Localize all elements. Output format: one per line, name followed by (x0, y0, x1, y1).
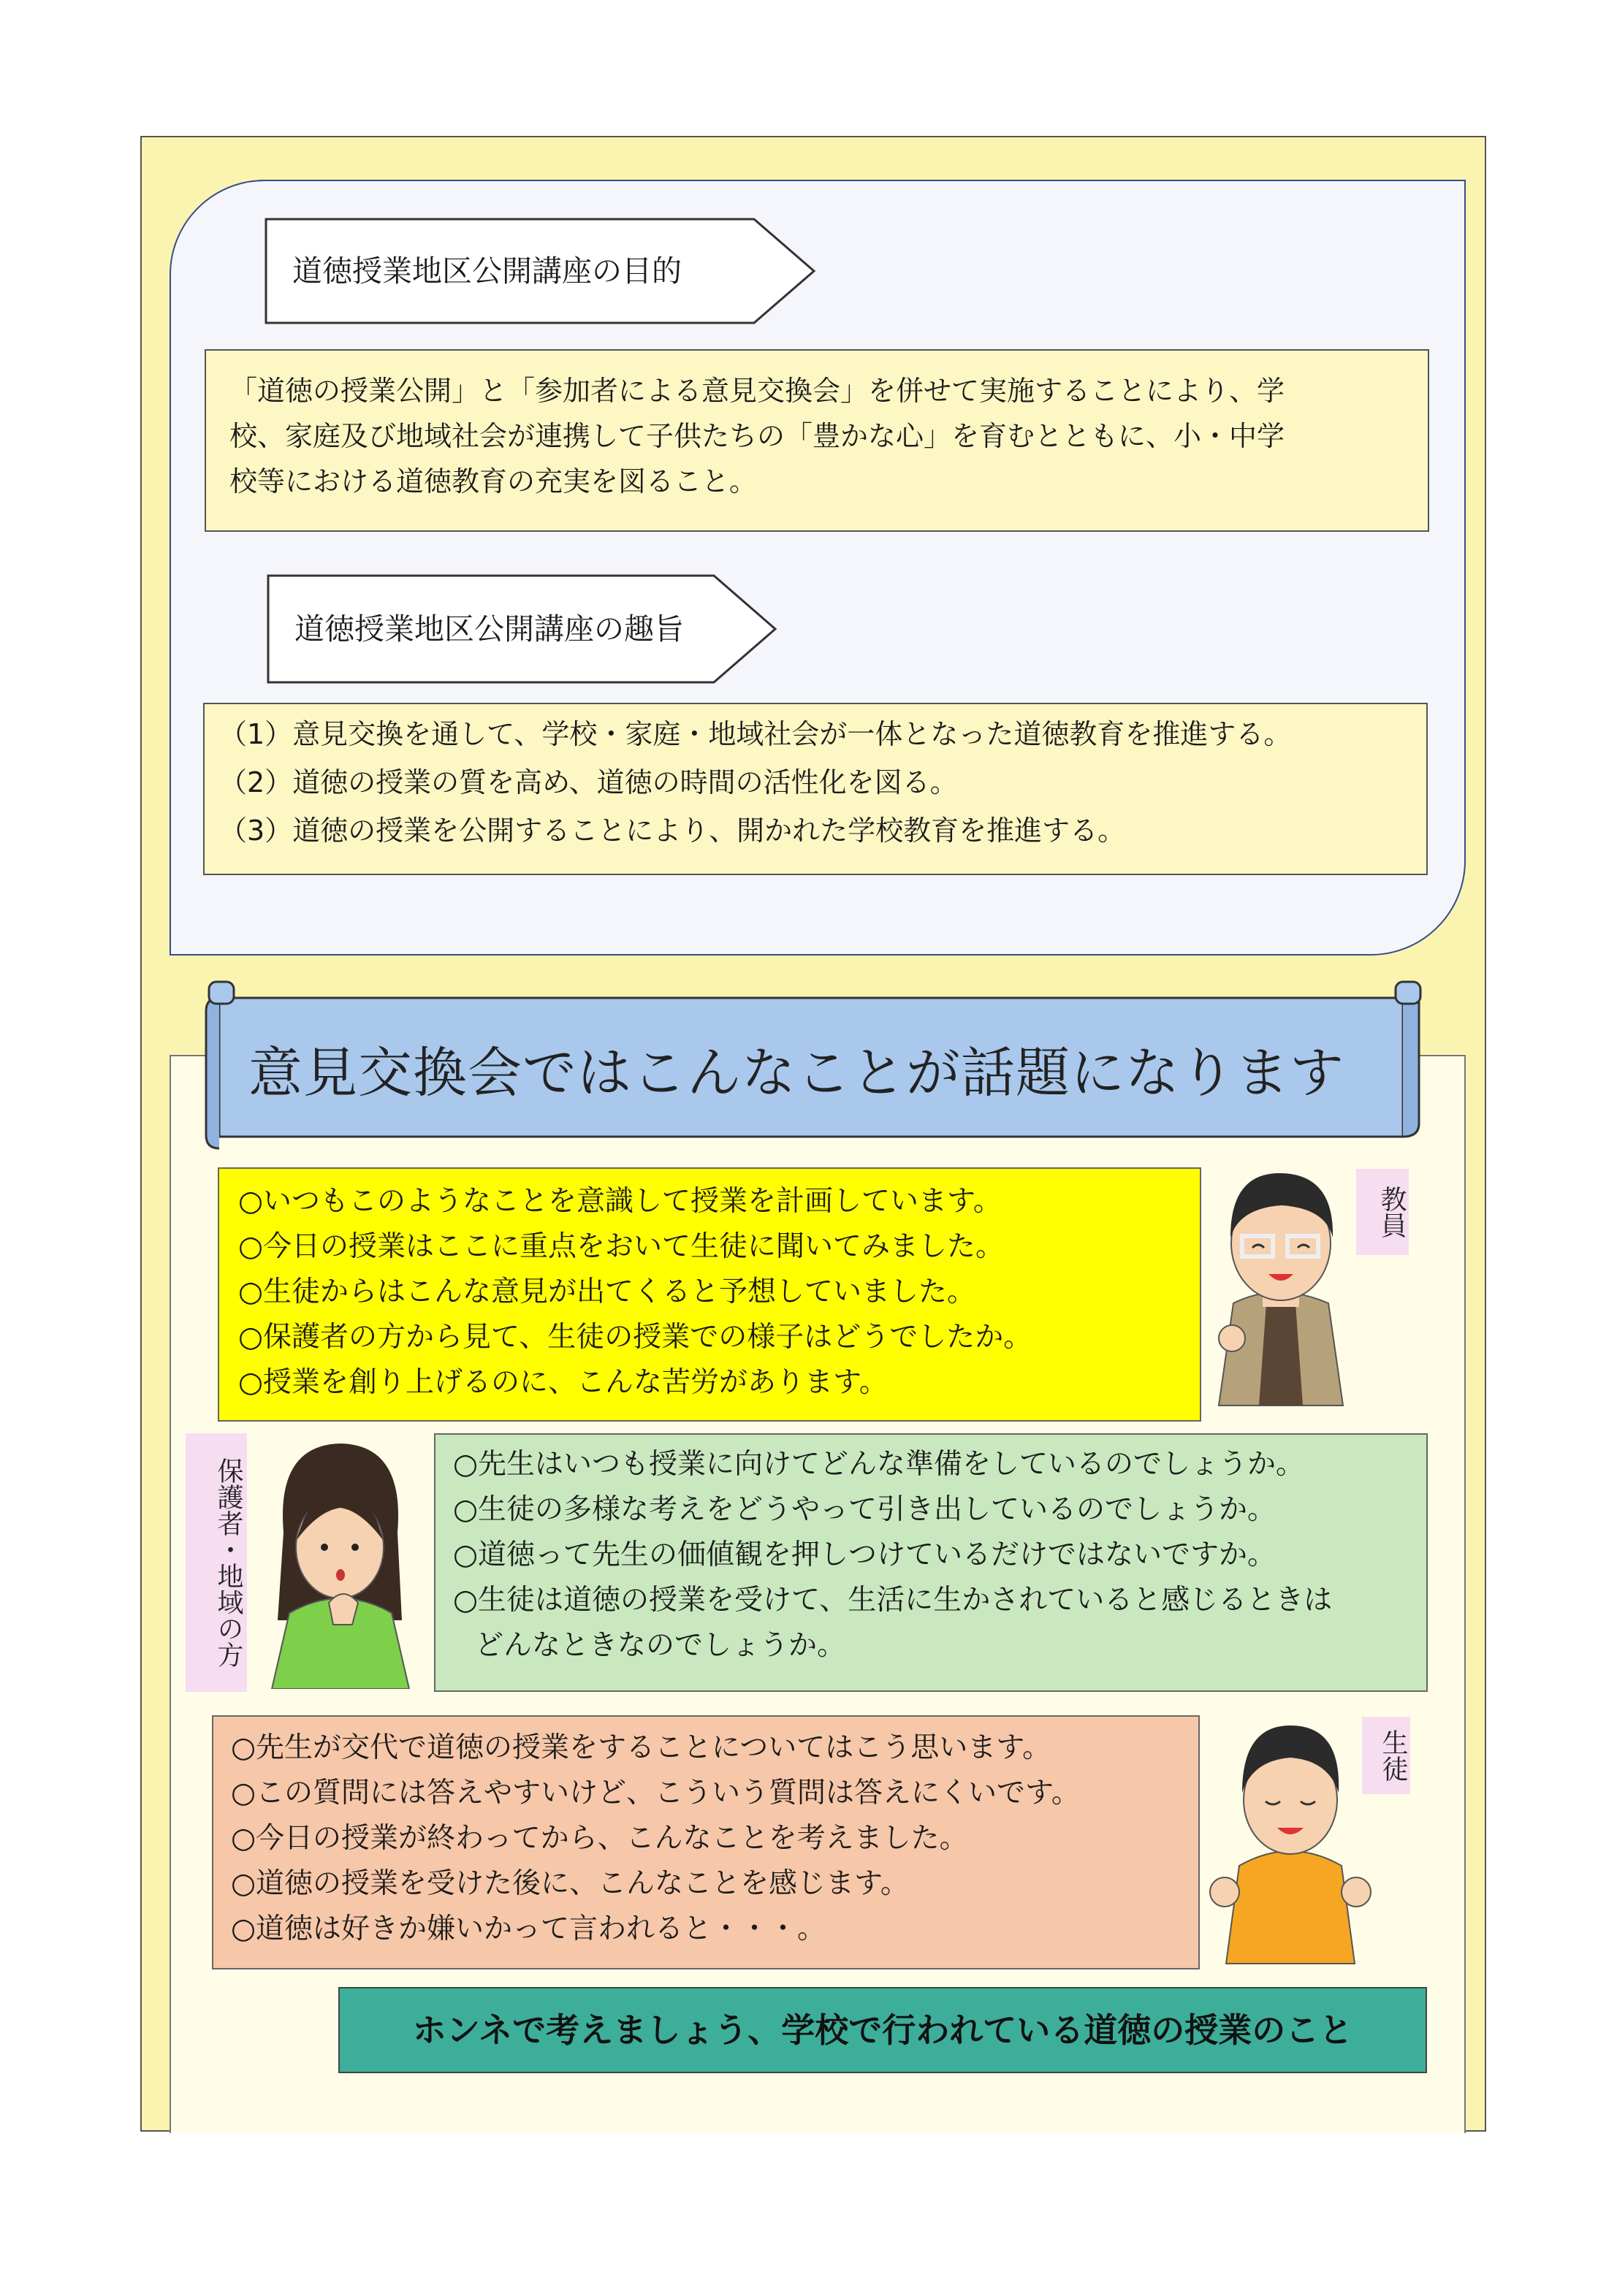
purpose-heading (265, 218, 817, 291)
teacher-question: ○授業を創り上げるのに、こんな苦労があります。 (238, 1366, 888, 1399)
aim-heading-text: 道徳授業地区公開講座の趣旨 (294, 611, 684, 647)
aim-heading (267, 574, 778, 647)
student-illustration (1207, 1720, 1372, 1967)
aim-item: （2）道徳の授業の質を高め、道徳の時間の活性化を図る。 (219, 766, 958, 798)
parent-question: どんなときなのでしょうか。 (475, 1629, 846, 1662)
teacher-question: ○保護者の方から見て、生徒の授業での様子はどうでしたか。 (238, 1321, 1032, 1354)
parent-question: ○生徒は道徳の授業を受けて、生活に生かされていると感じるときは (453, 1584, 1333, 1617)
purpose-text-box (205, 349, 1429, 532)
purpose-line: 校、家庭及び地域社会が連携して子供たちの「豊かな心」を育むとともに、小・中学 (229, 420, 1285, 452)
parent-tag: 保護者・地域の方 (186, 1433, 247, 1692)
student-questions-box (212, 1715, 1200, 1969)
student-question: ○今日の授業が終わってから、こんなことを考えました。 (231, 1822, 968, 1855)
parent-illustration (263, 1438, 416, 1689)
parent-question: ○先生はいつも授業に向けてどんな準備をしているのでしょうか。 (453, 1448, 1305, 1481)
teacher-question: ○いつもこのようなことを意識して授業を計画しています。 (238, 1185, 1002, 1218)
purpose-heading-text: 道徳授業地区公開講座の目的 (292, 253, 682, 289)
parent-question: ○道徳って先生の価値観を押しつけているだけではないですか。 (453, 1538, 1277, 1571)
parent-questions-box (434, 1433, 1428, 1692)
student-tag: 生徒 (1362, 1717, 1410, 1794)
closing-message: ホンネで考えましょう、学校で行われている道徳の授業のこと (338, 1987, 1427, 2073)
purpose-line: 「道徳の授業公開」と「参加者による意見交換会」を併せて実施することにより、学 (229, 375, 1285, 407)
teacher-question: ○生徒からはこんな意見が出てくると予想していました。 (238, 1275, 976, 1308)
purpose-line: 校等における道徳教育の充実を図ること。 (229, 465, 758, 497)
student-question: ○道徳の授業を受けた後に、こんなことを感じます。 (231, 1867, 909, 1900)
parent-question: ○生徒の多様な考えをどうやって引き出しているのでしょうか。 (453, 1493, 1277, 1526)
student-question: ○道徳は好きか嫌いかって言われると・・・。 (231, 1912, 826, 1945)
aim-text-box (203, 703, 1428, 875)
student-question: ○この質問には答えやすいけど、こういう質問は答えにくいです。 (231, 1777, 1080, 1809)
teacher-tag: 教員 (1356, 1169, 1409, 1255)
teacher-question: ○今日の授業はここに重点をおいて生徒に聞いてみました。 (238, 1230, 1005, 1263)
teacher-questions-box (218, 1167, 1201, 1422)
topics-banner-title: 意見交換会ではこんなことが話題になります (248, 1042, 1344, 1105)
aim-item: （1）意見交換を通して、学校・家庭・地域社会が一体となった道徳教育を推進する。 (219, 718, 1292, 750)
student-question: ○先生が交代で道徳の授業をすることについてはこう思います。 (231, 1731, 1051, 1764)
teacher-illustration (1204, 1164, 1358, 1410)
aim-item: （3）道徳の授業を公開することにより、開かれた学校教育を推進する。 (219, 815, 1126, 847)
